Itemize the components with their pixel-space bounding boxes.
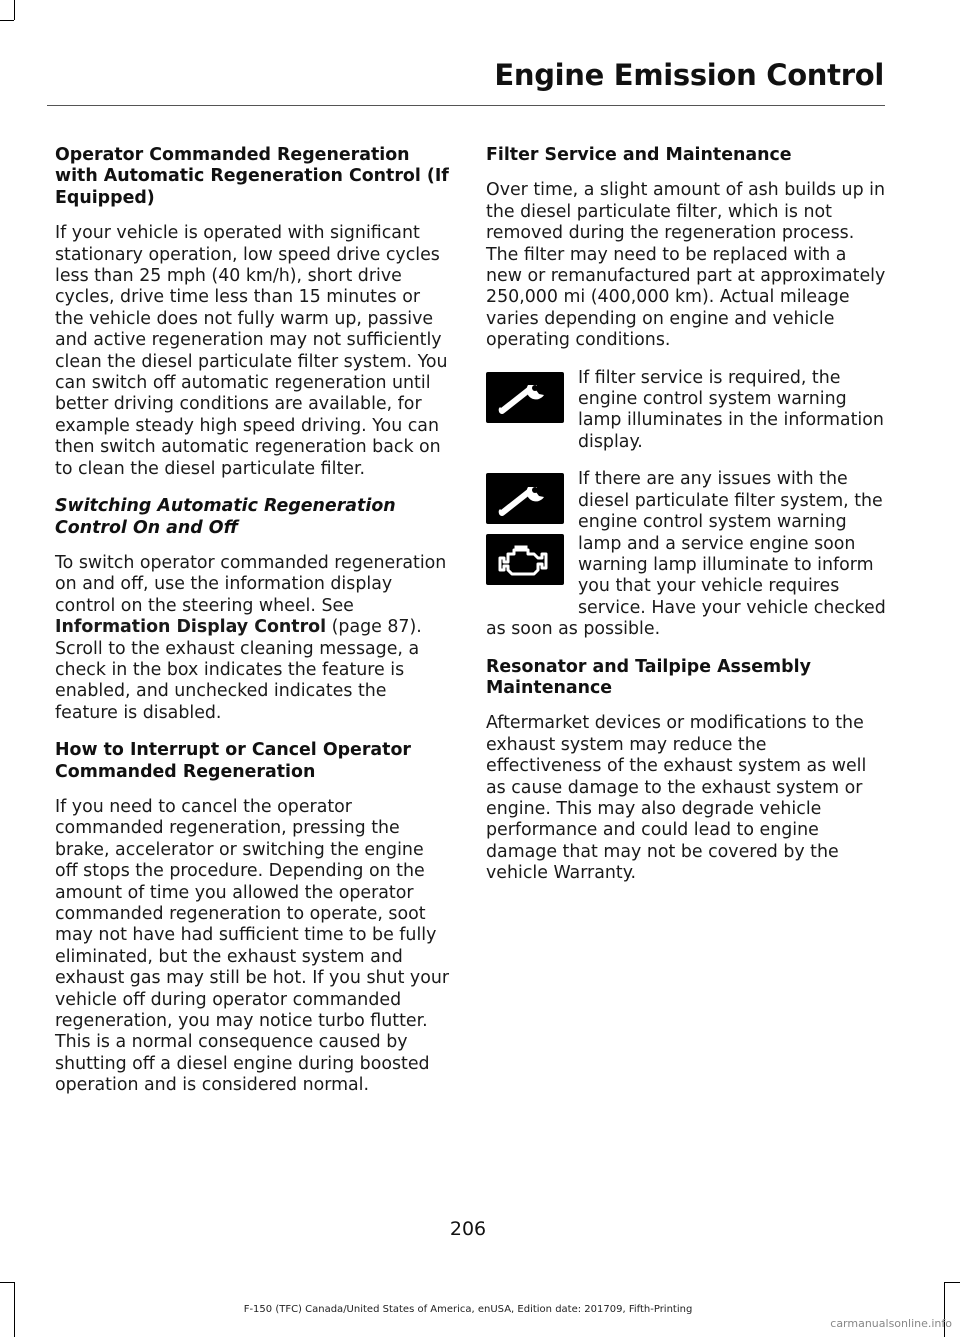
heading-switching-regeneration: Switching Automatic Regeneration Control On and Off: [55, 496, 396, 538]
service-required-block: [486, 368, 886, 454]
page-number: 206: [449, 1218, 487, 1240]
heading-interrupt-regeneration: How to Interrupt or Cancel Operator Commanded Regeneration: [55, 740, 411, 782]
paragraph-dpf-issues: If there are any issues with the diesel particulate filter system, the engine control system warning lamp and a service engine soon warning lamp illuminate to inform you that your vehicle requires service. Have your vehicle checked as soon as possible.: [486, 469, 886, 640]
left-column: [55, 145, 451, 1113]
watermark: carmanualsonline.info: [830, 1317, 952, 1330]
paragraph-resonator-maintenance: Aftermarket devices or modifications to the exhaust system may reduce the effectiveness of the exhaust system as well as cause damage to the exhaust system or engine. This may also degrade vehicle performance and could lead to engine damage that may not be covered by the vehicle Warranty.: [486, 713, 867, 884]
heading-filter-service: Filter Service and Maintenance: [486, 145, 792, 165]
wrench-icon: [486, 372, 564, 423]
paragraph-operator-regeneration: If your vehicle is operated with significant stationary operation, low speed drive cycles less than 25 mph (40 km/h), short drive cycles, drive time less than 15 minutes or the vehicle does not fully warm up, passive and active regeneration may not sufficiently clean the diesel particulate filter system. You can switch off automatic regeneration until better driving conditions are available, for example steady high speed driving. You can then switch automatic regeneration back on to clean the diesel particulate filter.: [55, 223, 448, 479]
right-column: [486, 145, 886, 901]
edition-footer: F-150 (TFC) Canada/United States of America, enUSA, Edition date: 201709, Fifth-Printing: [243, 1304, 693, 1315]
crop-mark: [14, 0, 15, 20]
wrench-icon: [486, 473, 564, 524]
switching-text-before: To switch operator commanded regeneration on and off, use the information display control on the steering wheel. See: [55, 552, 447, 616]
heading-resonator-maintenance: Resonator and Tailpipe Assembly Maintenance: [486, 656, 811, 698]
heading-operator-regeneration: Operator Commanded Regeneration with Automatic Regeneration Control (If Equipped): [55, 145, 449, 208]
crop-mark: [0, 1282, 14, 1283]
icon-group: [486, 372, 564, 433]
paragraph-switching-regeneration: [55, 553, 451, 724]
check-engine-icon: [486, 534, 564, 585]
information-display-control-link[interactable]: Information Display Control: [55, 617, 327, 638]
page-title: Engine Emission Control: [494, 58, 884, 92]
crop-mark: [944, 1282, 960, 1283]
paragraph-filter-service: Over time, a slight amount of ash builds up in the diesel particulate filter, which is not removed during the regeneration process. The filter may need to be replaced with a new or remanufactured part at approximately 250,000 mi (400,000 km). Actual mileage varies depending on engine and vehicle operating conditions.: [486, 180, 886, 351]
icon-group: [486, 473, 564, 595]
switching-text-after: (page 87). Scroll to the exhaust cleaning message, a check in the box indicates the feature is enabled, and unchecked indicates the feature is disabled.: [55, 617, 422, 723]
paragraph-interrupt-regeneration: If you need to cancel the operator commanded regeneration, pressing the brake, accelerator or switching the engine off stops the procedure. Depending on the amount of time you allowed the operator commanded regeneration to operate, soot may not have had sufficient time to be fully eliminated, but the exhaust system and exhaust gas may still be hot. If you shut your vehicle off during operator commanded regeneration, you may notice turbo flutter. This is a normal consequence caused by shutting off a diesel engine during boosted operation and is considered normal.: [55, 796, 450, 1096]
crop-mark: [0, 20, 14, 21]
header-divider: [47, 105, 885, 106]
issues-block: [486, 469, 886, 640]
paragraph-service-required: If filter service is required, the engine control system warning lamp illuminates in the information display.: [578, 367, 884, 452]
